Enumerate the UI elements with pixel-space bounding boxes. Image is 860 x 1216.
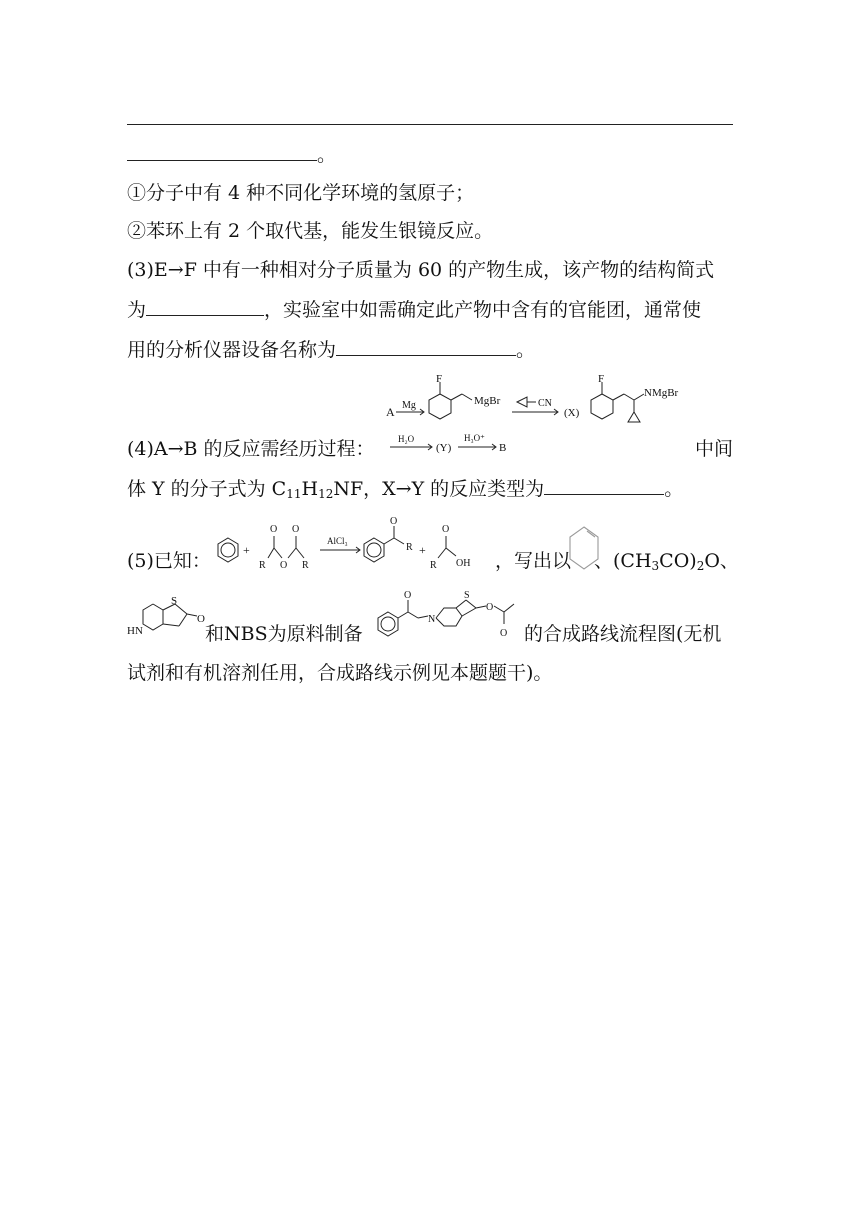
target-o1: O xyxy=(404,590,412,601)
eq-plus-2: + xyxy=(419,543,426,557)
q5-line-1-tail: 、$(CH_3CO)_2O$、 xyxy=(594,550,739,573)
q5-line-2-lead: 和NBS为原料制备 xyxy=(205,623,363,645)
target-n: N xyxy=(428,614,436,625)
scheme-f2: F xyxy=(598,373,605,385)
q5-line-3: 试剂和有机溶剂任用，合成路线示例见本题题干)。 xyxy=(127,662,553,684)
eq-plus-1: + xyxy=(243,543,250,557)
eq-o2: O xyxy=(292,524,300,535)
q3-line-2: 为 ，实验室中如需确定此产物中含有的官能团，通常使 xyxy=(127,299,702,321)
target-s: S xyxy=(464,590,470,601)
scheme-x: (X) xyxy=(564,407,580,419)
thio-o: O xyxy=(197,613,205,625)
eq-r2: R xyxy=(302,560,309,571)
condition-1: ①分子中有 4 种不同化学环境的氢原子； xyxy=(127,182,475,204)
scheme-h2o: H₂O xyxy=(398,434,415,444)
scheme-h3o: H₃O⁺ xyxy=(464,433,485,443)
q3-line-1: (3)E→F 中有一种相对分子质量为 60 的产物生成，该产物的结构简式 xyxy=(127,259,715,281)
target-product-structure xyxy=(372,586,532,648)
q5-lead: (5)已知： xyxy=(127,550,211,572)
thienopyridinone-structure xyxy=(127,594,209,646)
q4-line-1-tail: 中间 xyxy=(694,438,733,460)
q4-reaction-scheme xyxy=(380,370,700,460)
scheme-cn: CN xyxy=(538,398,552,409)
thio-s: S xyxy=(171,595,178,607)
scheme-b: B xyxy=(499,442,507,454)
scheme-mgbr: MgBr xyxy=(474,395,501,407)
q4-line-1: (4)A→B 的反应需经历过程： xyxy=(127,438,375,460)
scheme-f1: F xyxy=(436,373,443,385)
q3-line-3: 用的分析仪器设备名称为 。 xyxy=(127,339,536,361)
q5-line-2-tail: 的合成路线流程图(无机 xyxy=(524,623,722,645)
answer-line-2: 。 xyxy=(127,142,336,168)
condition-2: ②苯环上有 2 个取代基，能发生银镜反应。 xyxy=(127,220,494,242)
target-o3: O xyxy=(500,628,508,639)
scheme-mg: Mg xyxy=(402,400,416,411)
eq-oh: OH xyxy=(456,558,471,569)
q5-line-1-mid: ，写出以 xyxy=(495,550,572,572)
thio-hn: HN xyxy=(127,625,143,637)
eq-o1: O xyxy=(270,524,278,535)
eq-o3: O xyxy=(390,516,398,527)
eq-o4: O xyxy=(442,524,450,535)
scheme-a: A xyxy=(386,405,395,419)
scheme-nmgbr: NMgBr xyxy=(644,387,679,399)
scheme-y: (Y) xyxy=(436,442,452,454)
eq-alcl3: AlCl₃ xyxy=(327,536,348,546)
q4-line-2: 体 Y 的分子式为 $C_{11}H_{12}NF$，X→Y 的反应类型为 。 xyxy=(127,478,684,501)
eq-r3: R xyxy=(406,542,413,553)
q5-known-equation xyxy=(212,514,502,578)
eq-r4: R xyxy=(430,560,437,571)
eq-o-mid: O xyxy=(280,560,288,571)
target-o2: O xyxy=(486,602,494,613)
eq-r1: R xyxy=(259,560,266,571)
answer-line-1 xyxy=(127,124,733,125)
